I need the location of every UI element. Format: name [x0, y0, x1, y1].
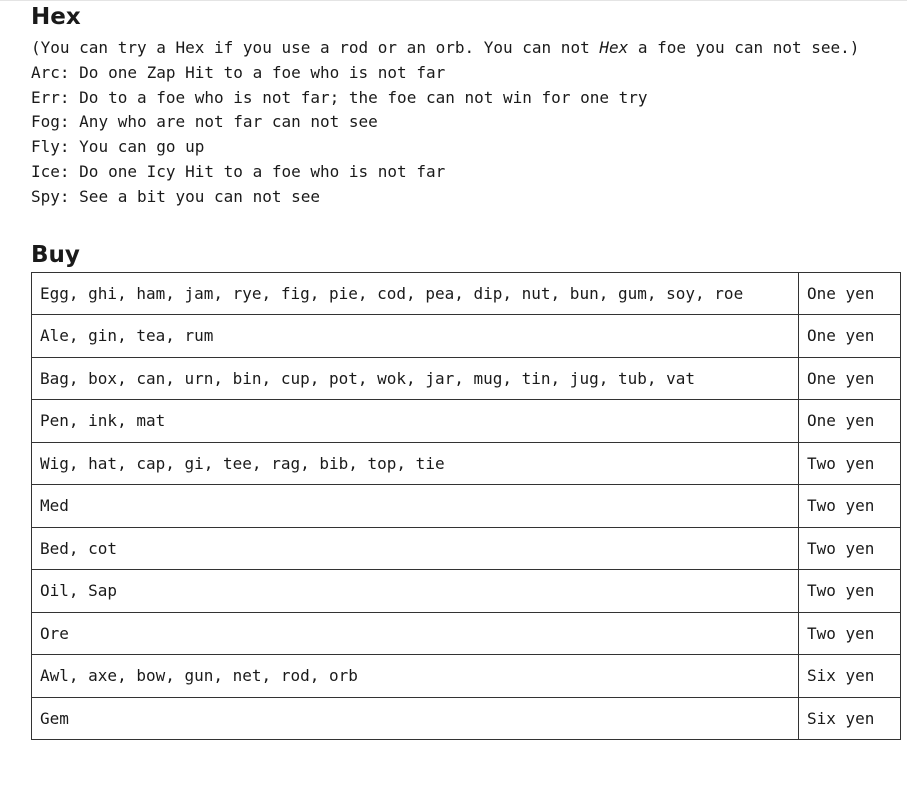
- spell-name: Fly: [31, 137, 60, 157]
- buy-price-cell: Six yen: [799, 655, 901, 698]
- buy-items-cell: Awl, axe, bow, gun, net, rod, orb: [32, 655, 799, 698]
- top-divider: [0, 0, 907, 1]
- buy-row: [32, 485, 901, 528]
- buy-heading: Buy: [31, 241, 80, 268]
- buy-price-cell: One yen: [799, 357, 901, 400]
- spell-line: Spy: See a bit you can not see: [31, 186, 320, 206]
- buy-table: [31, 272, 901, 741]
- spell-description: Do to a foe who is not far; the foe can not win for one try: [79, 87, 648, 107]
- buy-items-cell: Ale, gin, tea, rum: [32, 315, 799, 358]
- buy-price-cell: Six yen: [799, 697, 901, 740]
- buy-row: [32, 527, 901, 570]
- buy-price-cell: Two yen: [799, 570, 901, 613]
- buy-price-cell: One yen: [799, 400, 901, 443]
- buy-items-cell: Med: [32, 485, 799, 528]
- buy-items-cell: Wig, hat, cap, gi, tee, rag, bib, top, tie: [32, 442, 799, 485]
- buy-row: [32, 570, 901, 613]
- buy-table-body: [32, 272, 901, 740]
- buy-row: [32, 400, 901, 443]
- spell-line: Ice: Do one Icy Hit to a foe who is not far: [31, 161, 446, 181]
- spell-name: Arc: [31, 62, 60, 82]
- hex-intro-emphasis: Hex: [599, 38, 629, 57]
- spell-list: [31, 61, 900, 210]
- spell-description: You can go up: [79, 137, 205, 157]
- spell-line: Fog: Any who are not far can not see: [31, 112, 378, 132]
- buy-items-cell: Bed, cot: [32, 527, 799, 570]
- buy-row: [32, 272, 901, 315]
- spell-description: Any who are not far can not see: [79, 112, 378, 132]
- hex-intro-part-1: (You can try a Hex if you use a rod or an orb. You can not: [31, 38, 600, 57]
- spell-name: Spy: [31, 186, 60, 206]
- buy-row: [32, 442, 901, 485]
- buy-items-cell: Egg, ghi, ham, jam, rye, fig, pie, cod, pea, dip, nut, bun, gum, soy, roe: [32, 272, 799, 315]
- hex-heading: Hex: [31, 4, 81, 30]
- buy-items-cell: Pen, ink, mat: [32, 400, 799, 443]
- buy-row: [32, 357, 901, 400]
- hex-intro: [31, 36, 900, 61]
- buy-price-cell: One yen: [799, 272, 901, 315]
- spell-name: Fog: [31, 112, 60, 132]
- page-content: [31, 3, 900, 740]
- buy-row: [32, 655, 901, 698]
- spell-line: Arc: Do one Zap Hit to a foe who is not far: [31, 62, 446, 82]
- buy-row: [32, 612, 901, 655]
- spell-line: Fly: You can go up: [31, 137, 205, 157]
- spell-description: Do one Zap Hit to a foe who is not far: [79, 62, 446, 82]
- spell-description: Do one Icy Hit to a foe who is not far: [79, 161, 446, 181]
- buy-row: [32, 697, 901, 740]
- hex-section: [31, 36, 900, 210]
- buy-items-cell: Oil, Sap: [32, 570, 799, 613]
- buy-row: [32, 315, 901, 358]
- buy-items-cell: Ore: [32, 612, 799, 655]
- buy-price-cell: Two yen: [799, 612, 901, 655]
- buy-price-cell: Two yen: [799, 485, 901, 528]
- hex-intro-part-2: a foe you can not see.): [628, 38, 860, 57]
- spell-line: Err: Do to a foe who is not far; the foe can not win for one try: [31, 87, 648, 107]
- spell-name: Err: [31, 87, 60, 107]
- buy-price-cell: One yen: [799, 315, 901, 358]
- buy-items-cell: Gem: [32, 697, 799, 740]
- spell-name: Ice: [31, 161, 60, 181]
- buy-price-cell: Two yen: [799, 527, 901, 570]
- buy-price-cell: Two yen: [799, 442, 901, 485]
- buy-items-cell: Bag, box, can, urn, bin, cup, pot, wok, jar, mug, tin, jug, tub, vat: [32, 357, 799, 400]
- spell-description: See a bit you can not see: [79, 186, 320, 206]
